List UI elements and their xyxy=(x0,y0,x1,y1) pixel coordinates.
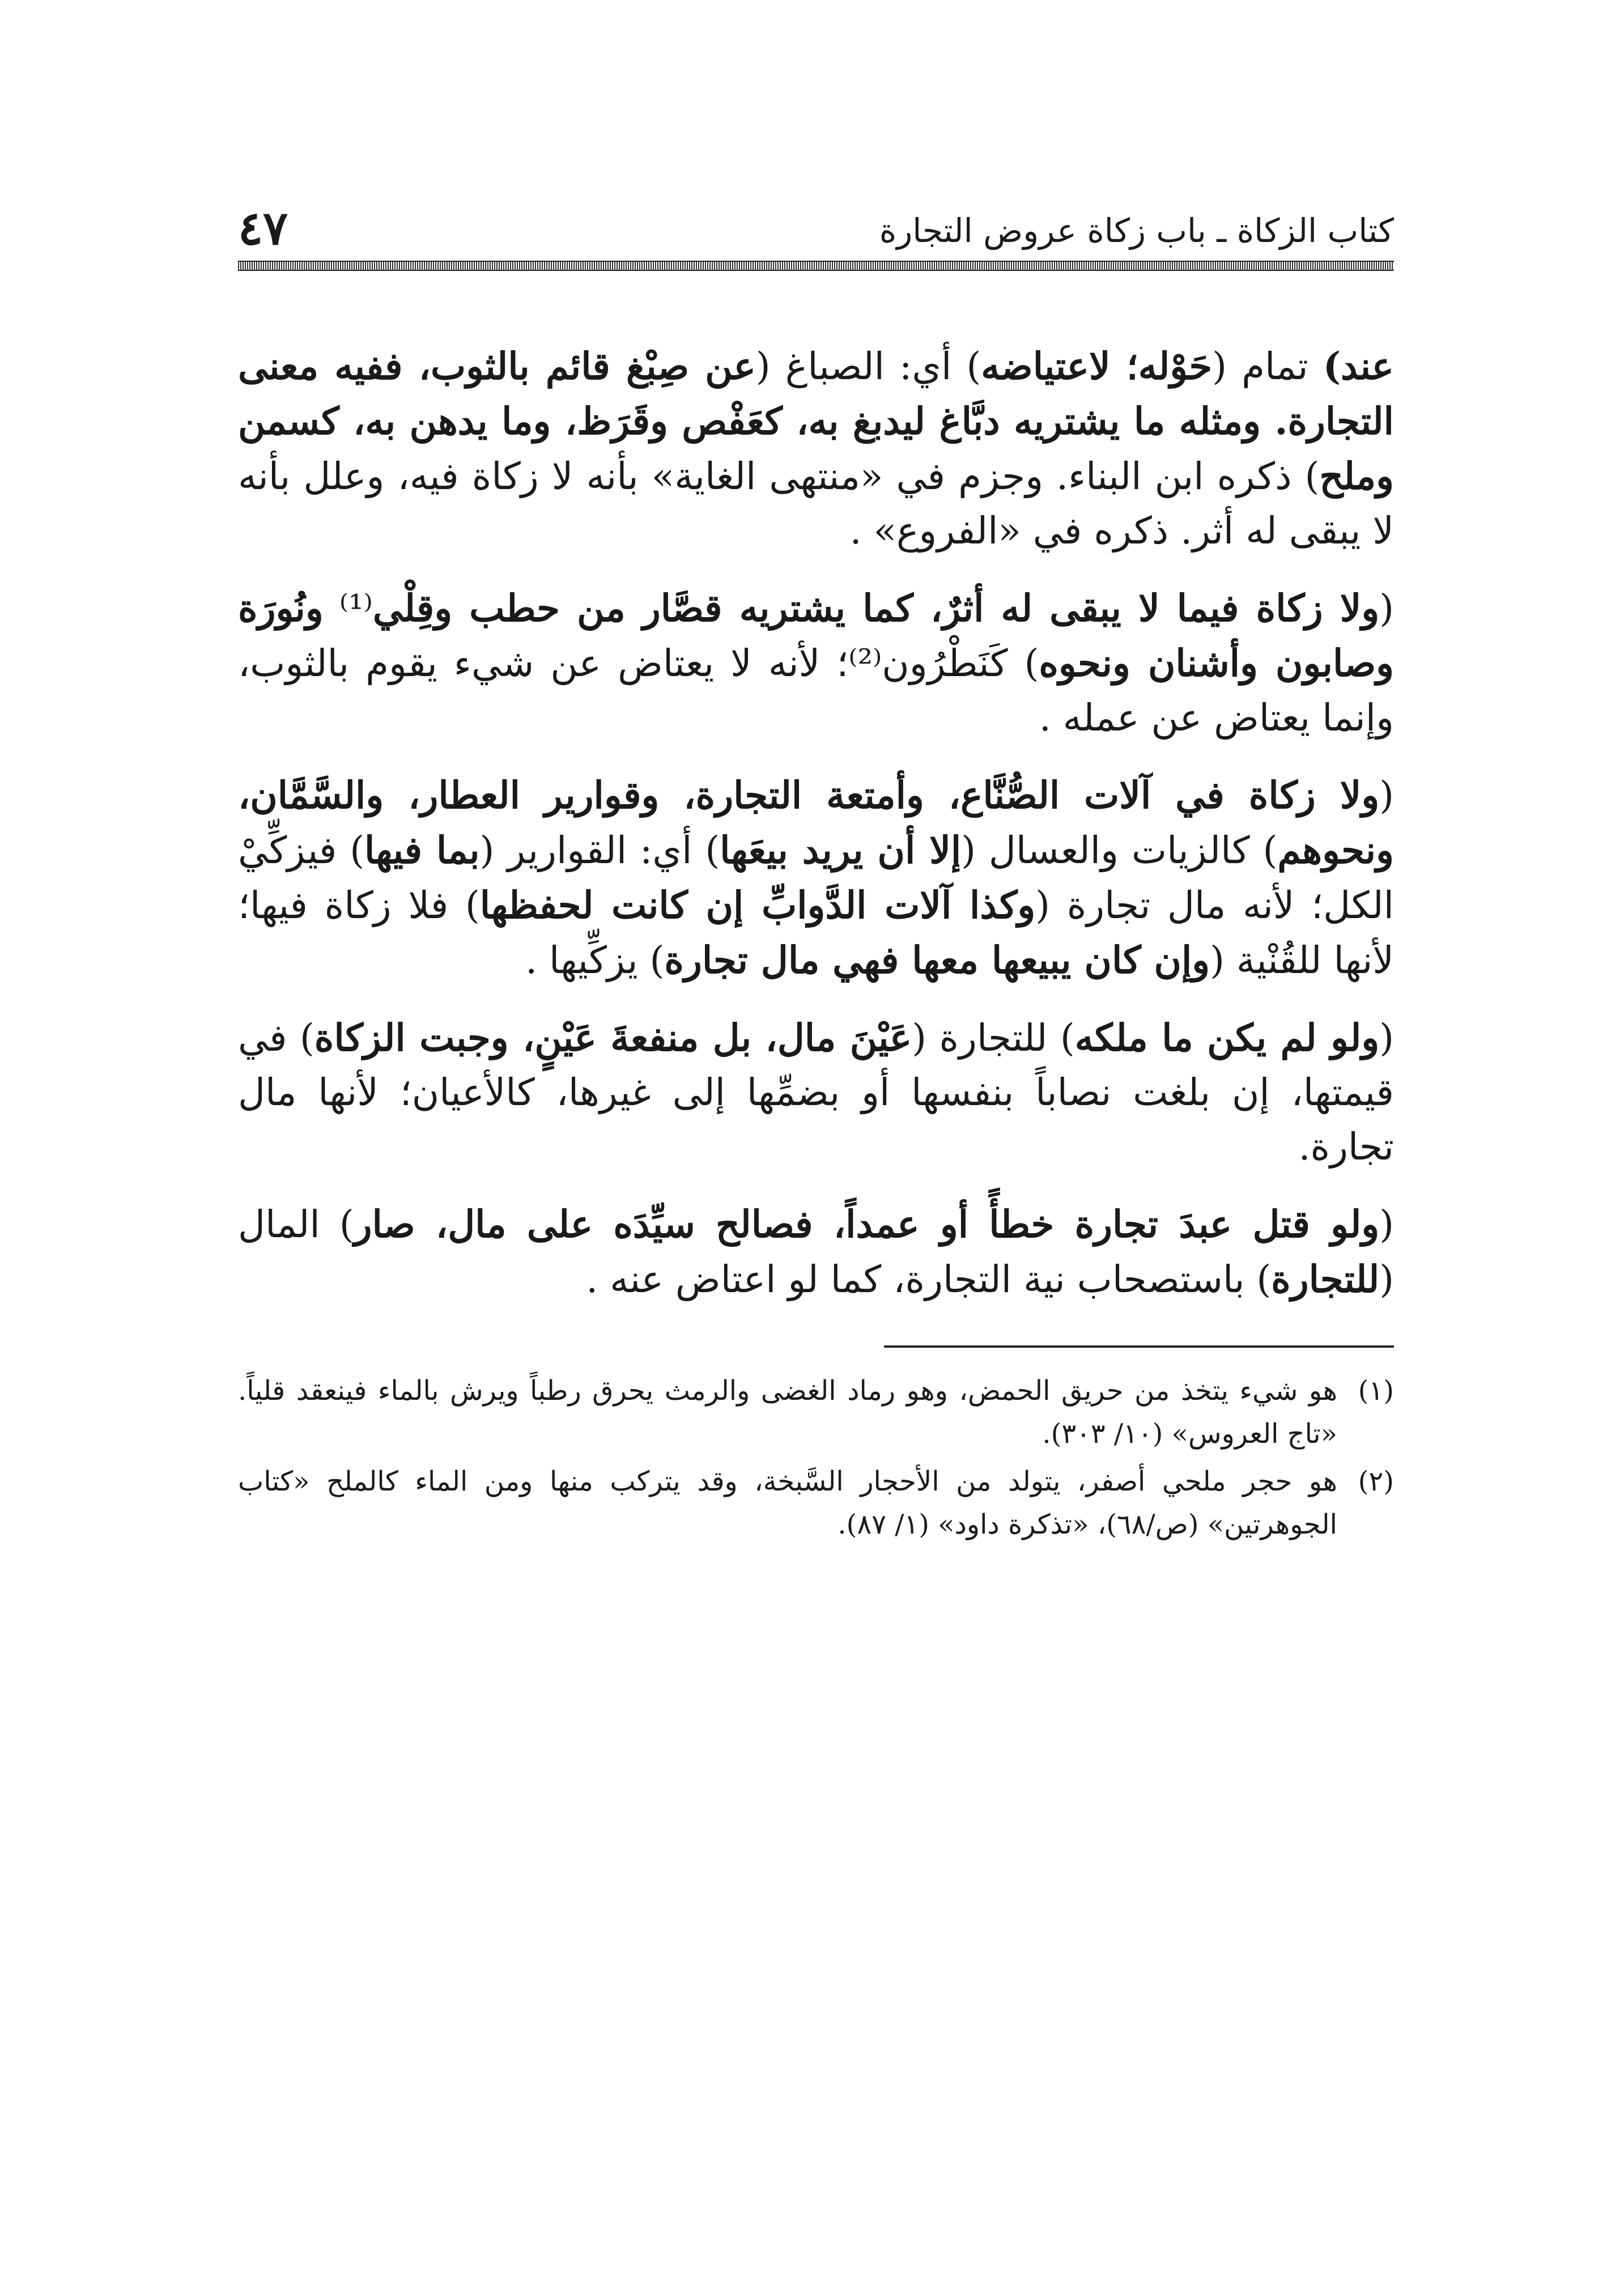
footnote-text: هو حجر ملحي أصفر، يتولد من الأحجار السَّبخة، وقد يتركب منها ومن الماء كالملح «كتاب الجوهرتين» (ص/٦٨)، «تذكرة داود» (١/ ٨٧). xyxy=(238,1466,1337,1540)
paragraph xyxy=(238,1197,1394,1307)
text-run: ) فلا زكاة فيها؛ لأنها للقُنْية ( xyxy=(238,884,1394,982)
paragraph xyxy=(238,339,1394,558)
text-run: ( xyxy=(1379,774,1394,817)
text-run: ( xyxy=(1379,587,1394,630)
text-run: ) أي: القوارير ( xyxy=(479,829,720,872)
text-run: ) ذكره ابن البناء. وجزم في «منتهى الغاية» بأنه لا زكاة فيه، وعلل بأنه لا يبقى له أثر. ذكره في «الفروع» . xyxy=(238,455,1394,553)
book-page xyxy=(238,187,1394,1551)
bold-text-run: عند) xyxy=(1323,344,1394,388)
bold-text-run: للتجارة xyxy=(1271,1257,1380,1301)
footnotes xyxy=(238,1369,1394,1546)
bold-text-run: ولو قتل عبدَ تجارة خطأً أو عمداً، فصالح سيِّدَه على مال، صار xyxy=(354,1202,1380,1246)
text-run: ) كَنَطْرُون⁽²⁾؛ لأنه لا يعتاض عن شيء يقوم بالثوب، وإنما يعتاض عن عمله . xyxy=(238,642,1394,740)
text-run: ) باستصحاب نية التجارة، كما لو اعتاض عنه . xyxy=(586,1258,1272,1301)
running-title: كتاب الزكاة ـ باب زكاة عروض التجارة xyxy=(879,211,1394,250)
footnote-number: (٢) xyxy=(1358,1466,1394,1497)
paragraph xyxy=(238,1010,1394,1174)
paragraph xyxy=(238,768,1394,988)
page-number: ٤٧ xyxy=(238,201,288,256)
bold-text-run: وكذا آلات الدَّوابِّ إن كانت لحفظها xyxy=(479,883,1036,927)
bold-text-run: عن صِبْغ قائم بالثوب، ففيه معنى التجارة. ومثله ما يشتريه دبَّاغ ليدبغ به، كعَفْص وقَرَظ، وما يدهن به، كسمن وملح xyxy=(238,344,1394,498)
bold-text-run: حَوْله؛ لاعتياضه xyxy=(981,344,1213,388)
bold-text-run: وإن كان يبيعها معها فهي مال تجارة xyxy=(664,938,1210,982)
body-text xyxy=(238,339,1394,1307)
text-run: ) كالزيات والعسال ( xyxy=(961,829,1278,872)
footnote-divider xyxy=(884,1345,1394,1348)
bold-text-run: عَيْنَ مال، بل منفعةَ عَيْنٍ، وجبت الزكاة xyxy=(314,1016,912,1060)
text-run: ( xyxy=(1379,1203,1394,1246)
footnote xyxy=(238,1369,1394,1455)
footnote-number: (١) xyxy=(1358,1375,1394,1407)
text-run: ) أي: الصباغ ( xyxy=(755,345,981,388)
footnote xyxy=(238,1460,1394,1546)
bold-text-run: بما فيها xyxy=(364,828,480,872)
bold-text-run: ولا زكاة فيما لا يبقى له أثرٌ، كما يشتريه قصَّار من حطب وقِلْي xyxy=(372,586,1380,630)
text-run: ( xyxy=(1379,1016,1395,1060)
bold-text-run: ولو لم يكن ما ملكه xyxy=(1074,1016,1380,1060)
text-run: ⁽¹⁾ xyxy=(323,587,373,630)
bold-text-run: ولا زكاة في آلات الصُّنَّاع، وأمتعة التجارة، وقوارير العطار، والسَّمَّان، ونحوهم xyxy=(238,773,1395,872)
text-run: ) المال ( xyxy=(238,1203,1394,1301)
header-rule xyxy=(238,261,1394,271)
page-header xyxy=(238,187,1394,255)
text-run: ) فيزكِّيْ الكل؛ لأنه مال تجارة ( xyxy=(238,829,1394,927)
text-run: ) للتجارة ( xyxy=(912,1016,1075,1060)
text-run: ) في قيمتها، إن بلغت نصاباً بنفسها أو بضمِّها إلى غيرها، كالأعيان؛ لأنها مال تجارة. xyxy=(238,1016,1394,1169)
footnote-text: هو شيء يتخذ من حريق الحمض، وهو رماد الغضى والرمث يحرق رطباً ويرش بالماء فينعقد قلياً. «تاج العروس» (١٠/ ٣٠٣). xyxy=(238,1375,1338,1450)
paragraph xyxy=(238,581,1394,745)
bold-text-run: إلا أن يريد بيعَها xyxy=(720,828,962,872)
bold-text-run: ونُورَة وصابون وأشنان ونحوه xyxy=(238,586,1394,685)
text-run: ) يزكِّيها . xyxy=(525,939,665,982)
text-run: تمام ( xyxy=(1212,345,1323,388)
